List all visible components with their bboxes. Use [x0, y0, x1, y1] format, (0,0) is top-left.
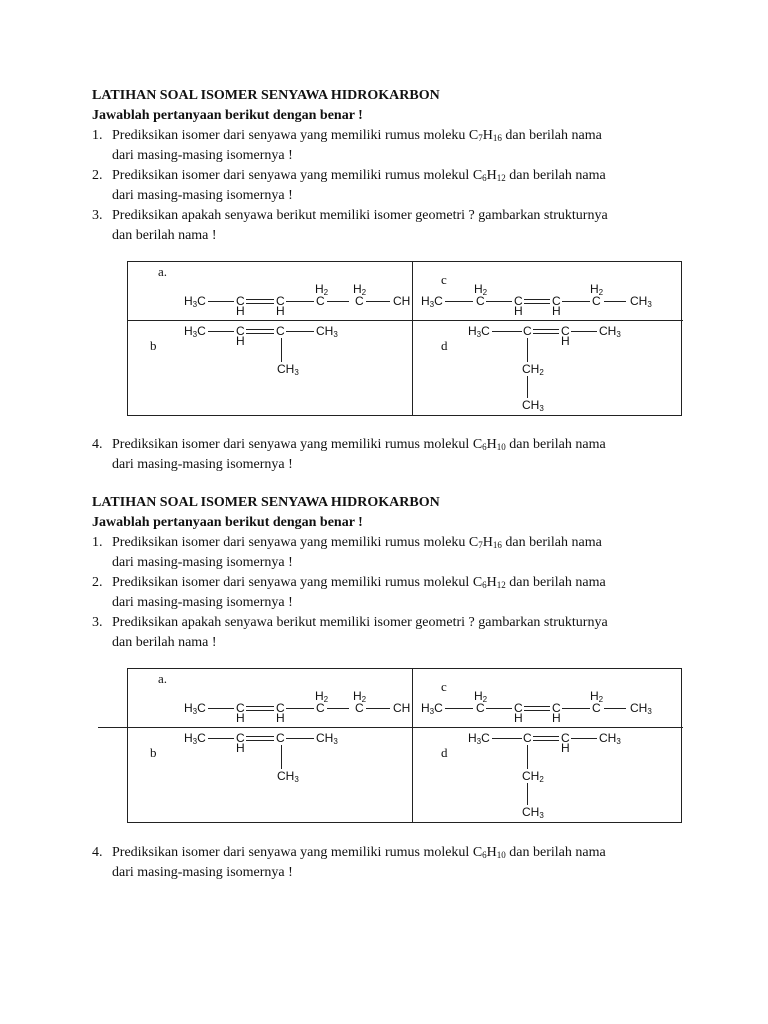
struct-a-h2: H: [276, 304, 285, 318]
struct-d-h1: H: [561, 741, 570, 755]
struct-b-ch3-right: $CH_3$: [316, 324, 338, 339]
struct-b-h1: H: [236, 334, 245, 348]
struct-c-ch3: $CH_3$: [630, 294, 652, 309]
label-a: a.: [158, 671, 168, 686]
question-4: 4. Prediksikan isomer dari senyawa yang memiliki rumus molekul $C_6H_{10}$ dan berilah nama dari masing-masing isomernya !: [92, 845, 606, 880]
struct-b-h3c: $H_3C$: [184, 731, 206, 746]
struct-b-c1: C: [236, 731, 245, 745]
struct-c-h2: H: [552, 304, 561, 318]
exercise-instruction: Jawablah pertanyaan berikut dengan benar !: [92, 515, 363, 530]
struct-c-h1: H: [514, 711, 523, 725]
exercise-instruction: Jawablah pertanyaan berikut dengan benar !: [92, 108, 363, 123]
struct-b-c2: C: [276, 324, 285, 338]
label-d: d: [441, 338, 448, 353]
struct-d-c2: C: [561, 731, 570, 745]
struct-a-c2: C: [276, 701, 285, 715]
struct-a-c4: C: [355, 701, 364, 715]
struct-d-c1: C: [523, 324, 532, 338]
struct-a-h2-group-1: $H_2$: [315, 282, 329, 297]
structures-table-2: [127, 668, 682, 823]
struct-b-c2: C: [276, 731, 285, 745]
struct-c-c4: C: [592, 701, 601, 715]
question-1: 1. Prediksikan isomer dari senyawa yang memiliki rumus moleku $C_7H_{16}$ dan berilah nama dari masing-masing isomernya !: [92, 128, 602, 163]
exercise-title: LATIHAN SOAL ISOMER SENYAWA HIDROKARBON: [92, 88, 440, 103]
label-c: c: [441, 679, 447, 694]
label-b: b: [150, 745, 157, 760]
question-2: 2. Prediksikan isomer dari senyawa yang memiliki rumus molekul $C_6H_{12}$ dan berilah nama dari masing-masing isomernya !: [92, 168, 606, 203]
label-a: a.: [158, 264, 168, 279]
struct-a-ch: CH: [393, 294, 411, 308]
struct-a-c4: C: [355, 294, 364, 308]
struct-d-ch3-right: $CH_3$: [599, 324, 621, 339]
struct-c-h2-group-1: $H_2$: [474, 282, 488, 297]
struct-a-h2-group-1: $H_2$: [315, 689, 329, 704]
struct-a-h2: H: [276, 711, 285, 725]
struct-c-c4: C: [592, 294, 601, 308]
struct-c-h2-group-2: $H_2$: [590, 282, 604, 297]
struct-c-h1: H: [514, 304, 523, 318]
struct-a-c2: C: [276, 294, 285, 308]
struct-a-h2-group-2: $H_2$: [353, 689, 367, 704]
struct-a-h1: H: [236, 304, 245, 318]
struct-c-c1: C: [476, 701, 485, 715]
structures-table-1: [127, 261, 682, 416]
question-2: 2. Prediksikan isomer dari senyawa yang memiliki rumus molekul $C_6H_{12}$ dan berilah nama dari masing-masing isomernya !: [92, 575, 606, 610]
struct-a-h3c: $H_3C$: [184, 701, 206, 716]
label-d: d: [441, 745, 448, 760]
struct-b-ch3-down: $CH_3$: [277, 769, 299, 784]
struct-a-c1: C: [236, 701, 245, 715]
struct-d-ch2: $CH_2$: [522, 362, 544, 377]
struct-c-c1: C: [476, 294, 485, 308]
struct-b-h3c: $H_3C$: [184, 324, 206, 339]
struct-d-ch3-down: $CH_3$: [522, 398, 544, 413]
struct-d-ch3-down: $CH_3$: [522, 805, 544, 820]
struct-c-c2: C: [514, 294, 523, 308]
struct-c-h2-group-1: $H_2$: [474, 689, 488, 704]
question-1: 1. Prediksikan isomer dari senyawa yang memiliki rumus moleku $C_7H_{16}$ dan berilah nama dari masing-masing isomernya !: [92, 535, 602, 570]
struct-b-ch3-right: $CH_3$: [316, 731, 338, 746]
question-3: 3. Prediksikan apakah senyawa berikut memiliki isomer geometri ? gambarkan strukturnya dan berilah nama !: [92, 615, 608, 650]
struct-d-ch2: $CH_2$: [522, 769, 544, 784]
struct-b-c1: C: [236, 324, 245, 338]
struct-a-c3: C: [316, 701, 325, 715]
struct-c-ch3: $CH_3$: [630, 701, 652, 716]
struct-d-h3c: $H_3C$: [468, 731, 490, 746]
struct-d-ch3-right: $CH_3$: [599, 731, 621, 746]
struct-c-h2-group-2: $H_2$: [590, 689, 604, 704]
question-3: 3. Prediksikan apakah senyawa berikut memiliki isomer geometri ? gambarkan strukturnya dan berilah nama !: [92, 208, 608, 243]
struct-c-h3c: $H_3C$: [421, 701, 443, 716]
struct-a-c3: C: [316, 294, 325, 308]
struct-c-h3c: $H_3C$: [421, 294, 443, 309]
struct-b-ch3-down: $CH_3$: [277, 362, 299, 377]
struct-a-ch: CH: [393, 701, 411, 715]
exercise-title: LATIHAN SOAL ISOMER SENYAWA HIDROKARBON: [92, 495, 440, 510]
struct-d-h3c: $H_3C$: [468, 324, 490, 339]
struct-d-c2: C: [561, 324, 570, 338]
question-4: 4. Prediksikan isomer dari senyawa yang memiliki rumus molekul $C_6H_{10}$ dan berilah nama dari masing-masing isomernya !: [92, 437, 606, 472]
struct-c-h2: H: [552, 711, 561, 725]
exercise-block-2: [92, 493, 692, 653]
exercise-block-1: [92, 86, 692, 246]
struct-a-h2-group-2: $H_2$: [353, 282, 367, 297]
struct-c-c3: C: [552, 701, 561, 715]
label-c: c: [441, 272, 447, 287]
struct-a-c1: C: [236, 294, 245, 308]
struct-d-c1: C: [523, 731, 532, 745]
struct-c-c2: C: [514, 701, 523, 715]
label-b: b: [150, 338, 157, 353]
struct-a-h1: H: [236, 711, 245, 725]
struct-d-h1: H: [561, 334, 570, 348]
struct-b-h1: H: [236, 741, 245, 755]
struct-a-h3c: $H_3C$: [184, 294, 206, 309]
struct-c-c3: C: [552, 294, 561, 308]
